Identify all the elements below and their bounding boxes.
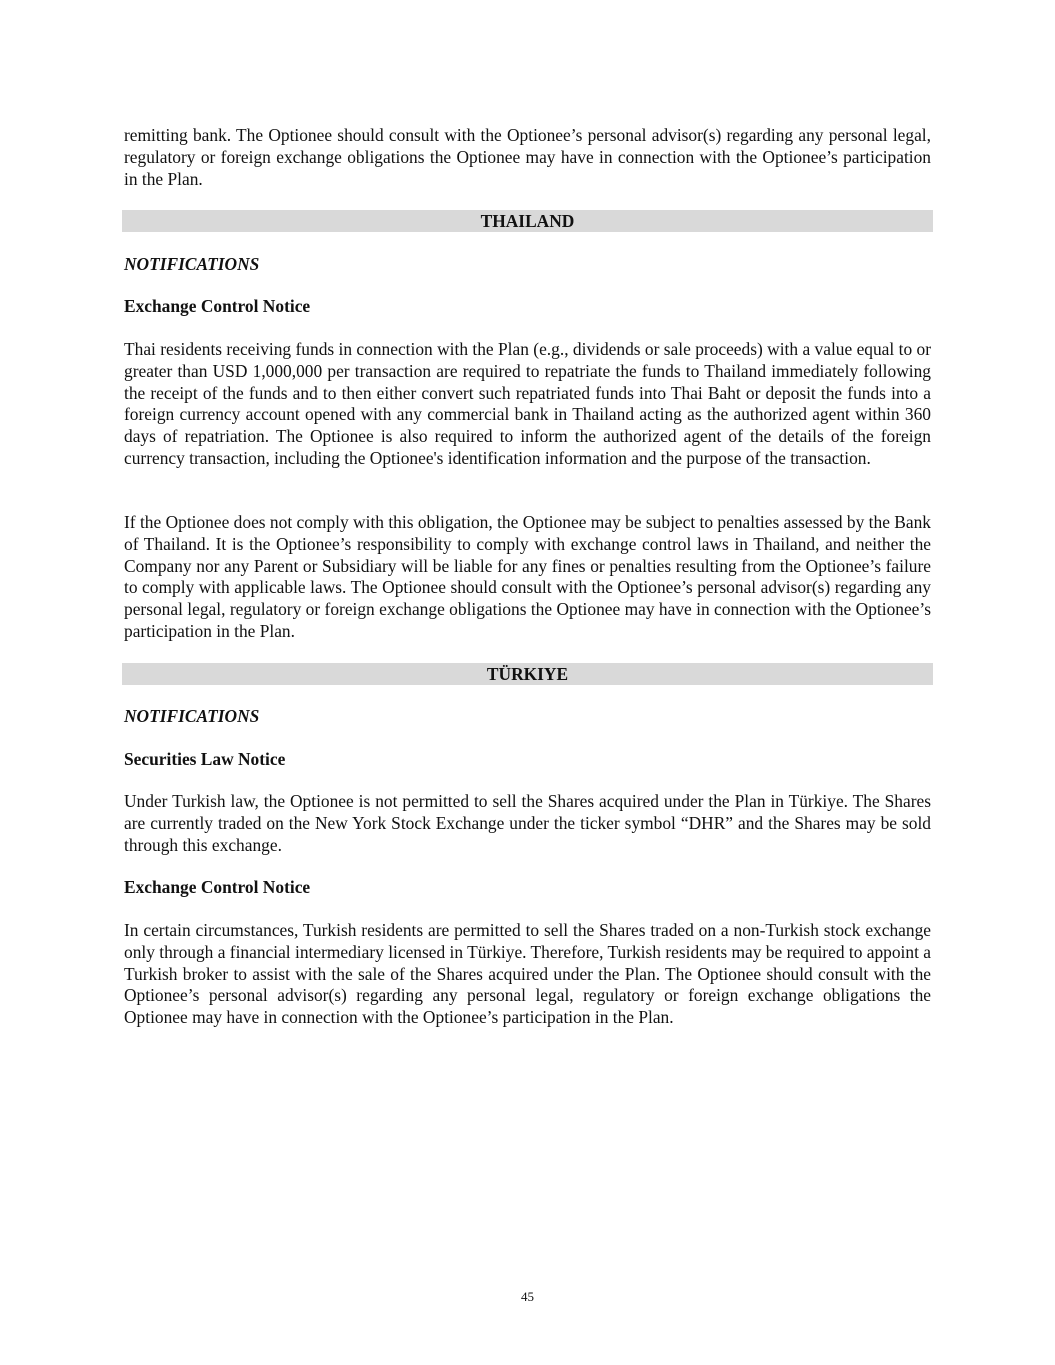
turkiye-securities-law-paragraph: Under Turkish law, the Optionee is not permitted to sell the Shares acquired under the Plan in Türkiye. The Shares are currently traded on the New York Stock Exchange under the ticker symbol “DHR” and the Shares may be sold through this exchange. bbox=[124, 791, 931, 855]
page-number: 45 bbox=[521, 1289, 534, 1304]
turkiye-exchange-control-paragraph: In certain circumstances, Turkish residents are permitted to sell the Shares traded on a non-Turkish stock exchange only through a financial intermediary licensed in Türkiye. Therefore, Turkish residents may be required to appoint a Turkish broker to assist with the sale of the Shares acquired under the Plan. The Optionee should consult with the Optionee’s personal advisor(s) regarding any personal legal, regulatory or foreign exchange obligations the Optionee may have in connection with the Optionee’s participation in the Plan. bbox=[124, 920, 931, 1028]
turkiye-notifications-label: NOTIFICATIONS bbox=[124, 706, 260, 726]
thailand-exchange-control-paragraph-1: Thai residents receiving funds in connection with the Plan (e.g., dividends or sale proceeds) with a value equal to or greater than USD 1,000,000 per transaction are required to repatriate the funds to Thailand immediately following the receipt of the funds and to then either convert such repatriated funds into Thai Baht or deposit the funds into a foreign currency account opened with any commercial bank in Thailand acting as the authorized agent within 360 days of repatriation. The Optionee is also required to inform the authorized agent of the details of the foreign currency transaction, including the Optionee's identification information and the purpose of the transaction. bbox=[124, 339, 931, 468]
section-heading-thailand: THAILAND bbox=[122, 210, 933, 232]
section-heading-turkiye: TÜRKIYE bbox=[122, 663, 933, 685]
intro-paragraph: remitting bank. The Optionee should consult with the Optionee’s personal advisor(s) regarding any personal legal, regulatory or foreign exchange obligations the Optionee may have in connection with the Optionee’s participation in the Plan. bbox=[124, 125, 931, 189]
turkiye-securities-law-heading: Securities Law Notice bbox=[124, 749, 286, 769]
thailand-exchange-control-paragraph-2: If the Optionee does not comply with this obligation, the Optionee may be subject to penalties assessed by the Bank of Thailand. It is the Optionee’s responsibility to comply with exchange control laws in Thailand, and neither the Company nor any Parent or Subsidiary will be liable for any fines or penalties resulting from the Optionee’s failure to comply with applicable laws. The Optionee should consult with the Optionee’s personal advisor(s) regarding any personal legal, regulatory or foreign exchange obligations the Optionee may have in connection with the Optionee’s participation in the Plan. bbox=[124, 512, 931, 641]
turkiye-exchange-control-heading: Exchange Control Notice bbox=[124, 877, 311, 897]
thailand-notifications-label: NOTIFICATIONS bbox=[124, 254, 260, 274]
thailand-exchange-control-heading: Exchange Control Notice bbox=[124, 296, 311, 316]
